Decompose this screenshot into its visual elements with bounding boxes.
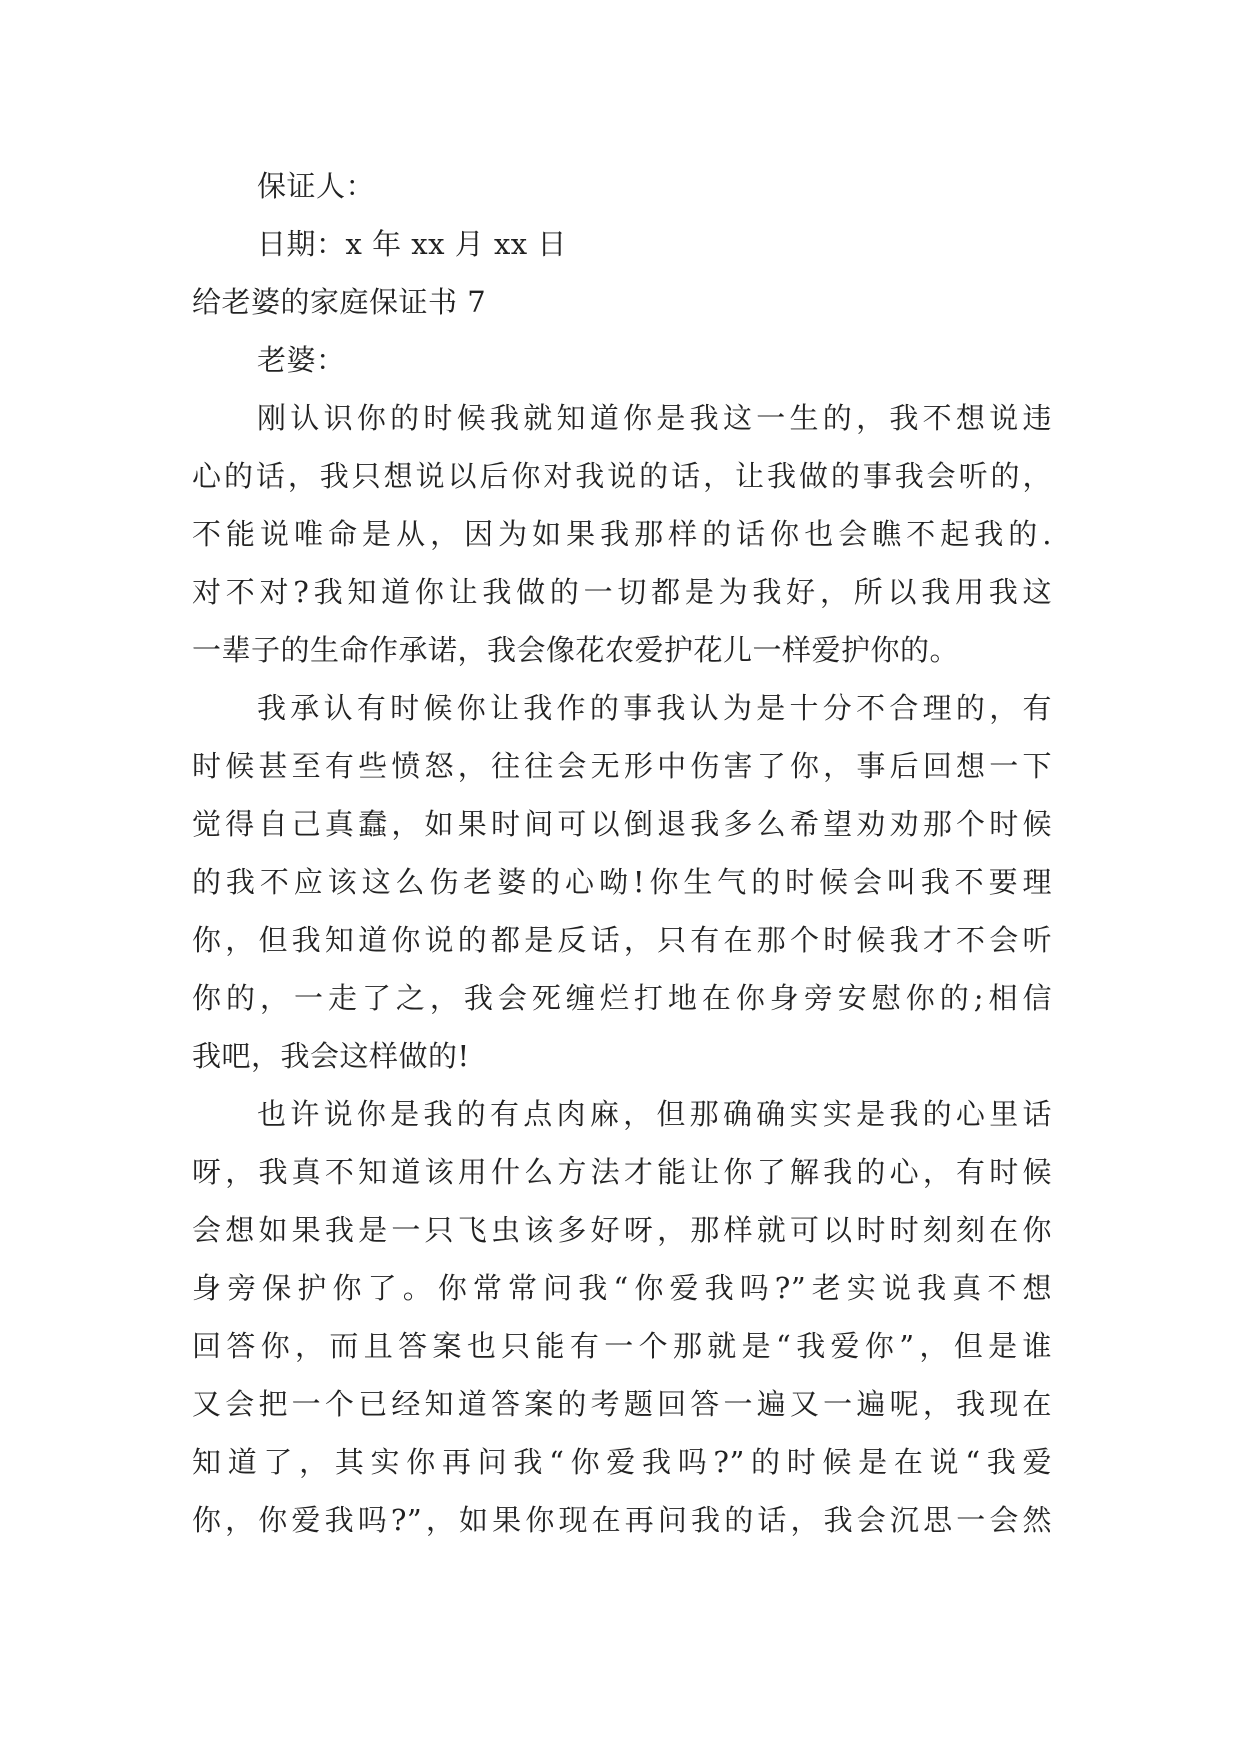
paragraph-line: 一辈子的生命作承诺，我会像花农爱护花儿一样爱护你的。 (192, 633, 960, 667)
salutation: 老婆： (257, 343, 346, 377)
guarantor-label: 保证人： (257, 169, 376, 203)
paragraph-line: 你的，一走了之，我会死缠烂打地在你身旁安慰你的;相信 (192, 981, 1052, 1015)
paragraph-line: 觉得自己真蠢，如果时间可以倒退我多么希望劝劝那个时候 (192, 807, 1052, 841)
paragraph-line: 对不对?我知道你让我做的一切都是为我好，所以我用我这 (192, 575, 1052, 609)
paragraph-line: 刚认识你的时候我就知道你是我这一生的，我不想说违 (257, 401, 1052, 435)
paragraph-line: 也许说你是我的有点肉麻，但那确确实实是我的心里话 (257, 1097, 1052, 1131)
section-title: 给老婆的家庭保证书 7 (192, 285, 487, 319)
paragraph-line: 我吧，我会这样做的! (192, 1039, 470, 1073)
paragraph-line: 会想如果我是一只飞虫该多好呀，那样就可以时时刻刻在你 (192, 1213, 1052, 1247)
paragraph-line: 回答你，而且答案也只能有一个那就是“我爱你”，但是谁 (192, 1329, 1052, 1363)
paragraph-line: 时候甚至有些愤怒，往往会无形中伤害了你，事后回想一下 (192, 749, 1052, 783)
paragraph-line: 心的话，我只想说以后你对我说的话，让我做的事我会听的， (192, 459, 1052, 493)
paragraph-line: 又会把一个已经知道答案的考题回答一遍又一遍呢，我现在 (192, 1387, 1052, 1421)
paragraph-line: 不能说唯命是从，因为如果我那样的话你也会瞧不起我的. (192, 517, 1052, 551)
paragraph-line: 呀，我真不知道该用什么方法才能让你了解我的心，有时候 (192, 1155, 1052, 1189)
paragraph-line: 你，但我知道你说的都是反话，只有在那个时候我才不会听 (192, 923, 1052, 957)
paragraph-line: 知道了，其实你再问我“你爱我吗?”的时候是在说“我爱 (192, 1445, 1052, 1479)
paragraph-line: 你，你爱我吗?”，如果你现在再问我的话，我会沉思一会然 (192, 1503, 1052, 1537)
paragraph-line: 我承认有时候你让我作的事我认为是十分不合理的，有 (257, 691, 1052, 725)
date-label: 日期：x 年 xx 月 xx 日 (257, 227, 567, 261)
paragraph-line: 身旁保护你了。你常常问我“你爱我吗?”老实说我真不想 (192, 1271, 1052, 1305)
paragraph-line: 的我不应该这么伤老婆的心呦!你生气的时候会叫我不要理 (192, 865, 1052, 899)
